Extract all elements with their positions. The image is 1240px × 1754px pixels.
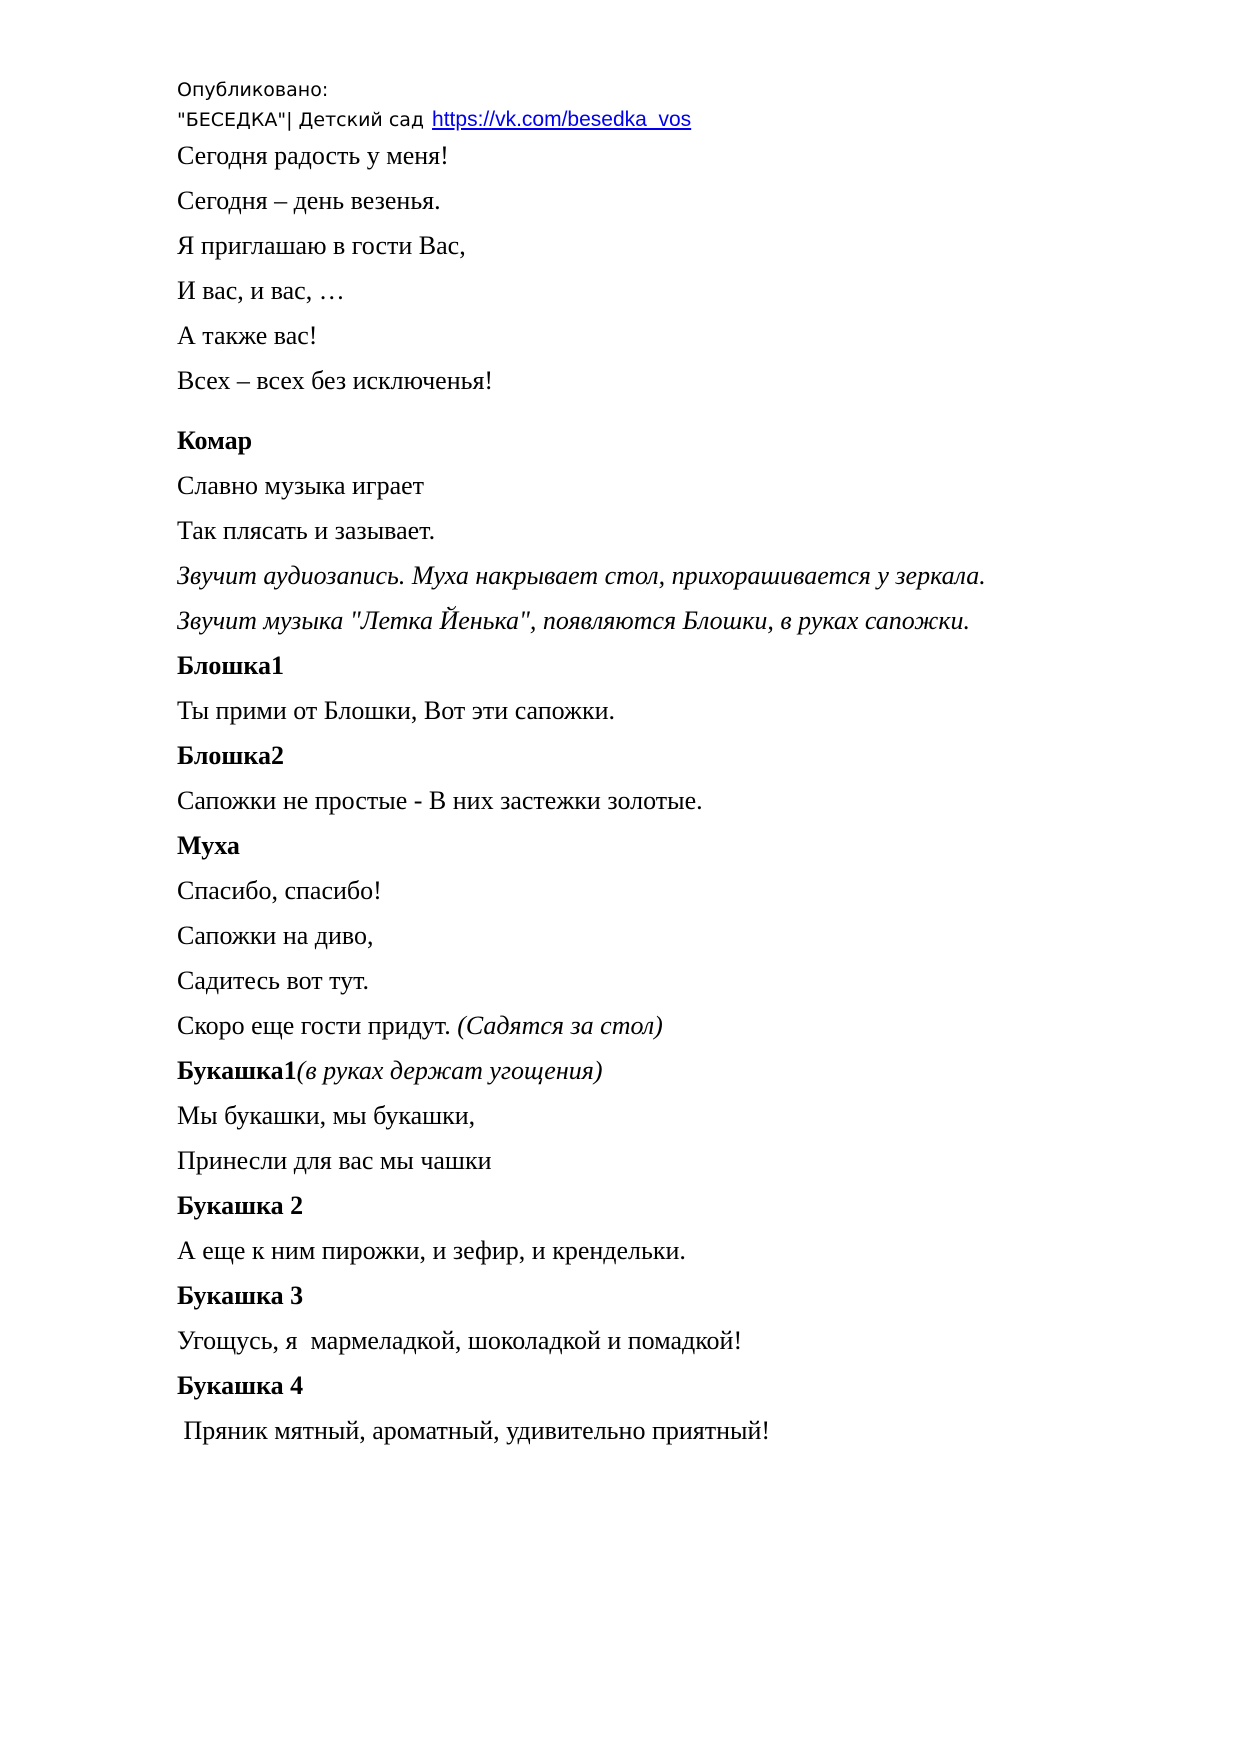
bukashka1-stage-direction: (в руках держат угощения) <box>296 1056 603 1085</box>
bukashka3-line: Угощусь, я мармеладкой, шоколадкой и помадкой! <box>177 1326 743 1355</box>
speaker-komar: Комар <box>177 426 253 455</box>
bukashka1-heading <box>177 1056 603 1086</box>
intro-line-1: Сегодня радость у меня! <box>177 141 449 170</box>
speaker-bloshka2: Блошка2 <box>177 741 284 770</box>
mukha-line-3: Садитесь вот тут. <box>177 966 370 995</box>
mukha-line-1: Спасибо, спасибо! <box>177 876 382 905</box>
mukha-stage-direction: (Садятся за стол) <box>457 1011 663 1040</box>
source-link[interactable]: https://vk.com/besedka_vos <box>432 108 692 131</box>
publication-header <box>177 76 691 135</box>
intro-line-6: Всех – всех без исключенья! <box>177 366 494 395</box>
published-label: Опубликовано: <box>177 79 329 101</box>
bloshka1-line: Ты прими от Блошки, Вот эти сапожки. <box>177 696 616 725</box>
bukashka4-line: Пряник мятный, ароматный, удивительно приятный! <box>177 1416 771 1445</box>
mukha-line-2: Сапожки на диво, <box>177 921 374 950</box>
mukha-line-4 <box>177 1011 663 1041</box>
stage-direction-1: Звучит аудиозапись. Муха накрывает стол, прихорашивается у зеркала. <box>177 561 986 590</box>
bloshka2-line: Сапожки не простые - В них застежки золотые. <box>177 786 703 815</box>
intro-line-4: И вас, и вас, … <box>177 276 345 305</box>
komar-line-2: Так плясать и зазывает. <box>177 516 436 545</box>
intro-line-2: Сегодня – день везенья. <box>177 186 441 215</box>
speaker-bloshka1: Блошка1 <box>177 651 284 680</box>
bukashka1-line-2: Принесли для вас мы чашки <box>177 1146 492 1175</box>
stage-direction-2: Звучит музыка "Летка Йенька", появляются Блошки, в руках сапожки. <box>177 606 970 635</box>
speaker-bukashka3: Букашка 3 <box>177 1281 304 1310</box>
bukashka2-line: А еще к ним пирожки, и зефир, и крендельки. <box>177 1236 686 1265</box>
speaker-bukashka4: Букашка 4 <box>177 1371 304 1400</box>
intro-line-3: Я приглашаю в гости Вас, <box>177 231 466 260</box>
intro-line-5: А также вас! <box>177 321 318 350</box>
mukha-last-line: Скоро еще гости придут. <box>177 1011 451 1040</box>
komar-line-1: Славно музыка играет <box>177 471 425 500</box>
bukashka1-line-1: Мы букашки, мы букашки, <box>177 1101 476 1130</box>
source-name: "БЕСЕДКА"| Детский сад <box>177 109 425 131</box>
speaker-mukha: Муха <box>177 831 240 860</box>
speaker-bukashka1: Букашка1 <box>177 1056 297 1085</box>
source-line <box>177 105 691 135</box>
speaker-bukashka2: Букашка 2 <box>177 1191 304 1220</box>
